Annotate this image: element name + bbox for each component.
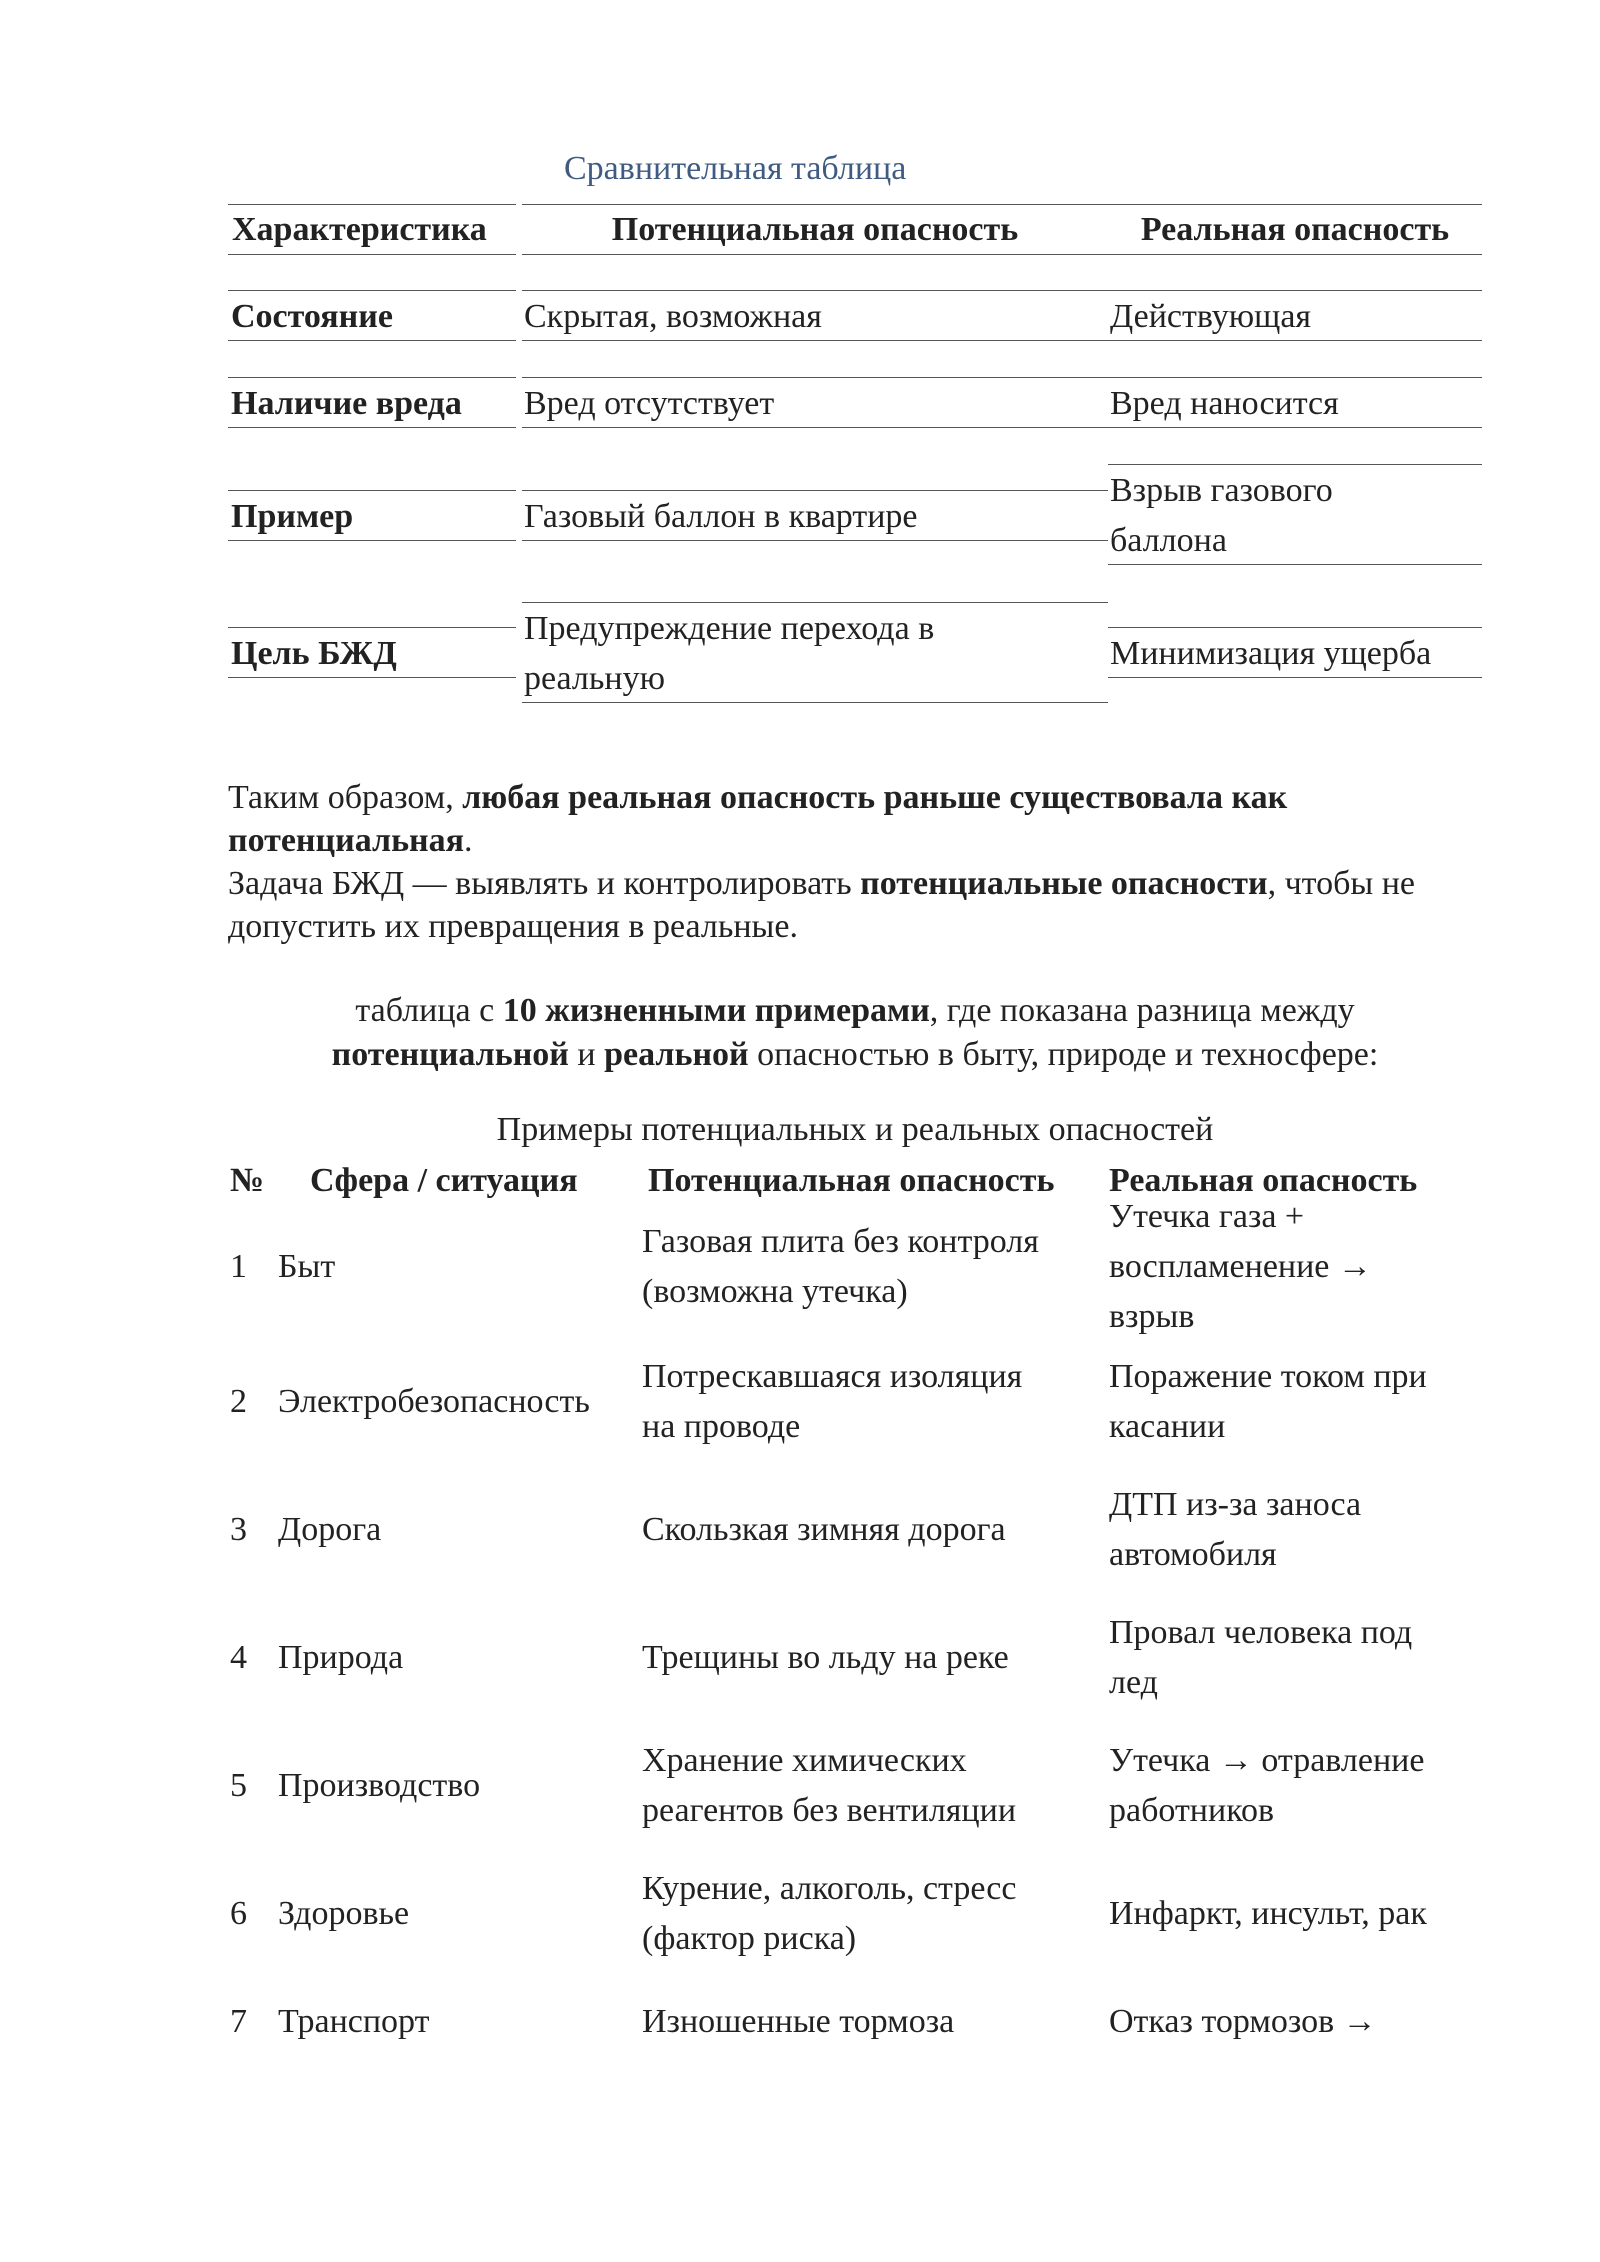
row-number: [230, 1480, 247, 1580]
row-real-line: лед: [1109, 1664, 1158, 1701]
intro-bold: реальной: [604, 1036, 749, 1073]
row-example-potential: Газовый баллон в квартире: [524, 498, 918, 535]
row-number: [230, 1192, 247, 1342]
row-example-label: Пример: [231, 498, 354, 535]
table1-caption: Сравнительная таблица: [564, 150, 907, 187]
row-potential-line: реагентов без вентиляции: [642, 1792, 1017, 1829]
row-real: [1109, 1608, 1489, 1708]
comparison-table: [228, 200, 1482, 720]
row-state-label: Состояние: [231, 298, 393, 335]
header-real: Реальная опасность: [1109, 1162, 1418, 1199]
row-real-line: Отказ тормозов →: [1109, 2003, 1377, 2040]
header-sphere: Сфера / ситуация: [310, 1162, 578, 1199]
header-characteristic: Характеристика: [232, 211, 487, 248]
row-real-line: воспламенение →: [1109, 1248, 1372, 1285]
row-goal-label: Цель БЖД: [231, 635, 397, 672]
rule: [522, 377, 1108, 378]
para1-text: Таким образом,: [228, 779, 463, 816]
row-example-real-line2: баллона: [1110, 522, 1227, 559]
row-number-line: 2: [230, 1383, 247, 1420]
row-sphere: [278, 1480, 381, 1580]
row-real-line: Утечка газа +: [1109, 1198, 1305, 1235]
intro-bold: потенциальной: [331, 1036, 569, 1073]
rule: [1108, 377, 1482, 378]
row-harm-real: Вред наносится: [1110, 385, 1339, 422]
row-real: [1109, 1192, 1489, 1342]
para1-bold: любая реальная опасность раньше существовала как потенциальная: [228, 779, 1288, 859]
row-number-line: 7: [230, 2003, 247, 2040]
rule: [228, 290, 516, 291]
row-potential-line: Хранение химических: [642, 1742, 967, 1779]
row-potential-line: Газовая плита без контроля: [642, 1223, 1039, 1260]
intro-text: таблица с: [355, 992, 503, 1029]
row-number-line: 5: [230, 1767, 247, 1804]
row-sphere: [278, 1864, 409, 1964]
row-state-potential: Скрытая, возможная: [524, 298, 822, 335]
rule: [228, 627, 516, 628]
rule: [522, 490, 1108, 491]
rule: [228, 340, 516, 341]
row-real-line: автомобиля: [1109, 1536, 1277, 1573]
row-potential: [642, 1736, 1092, 1836]
para1-end: .: [464, 822, 473, 859]
row-number: [230, 1864, 247, 1964]
row-real: [1109, 1352, 1489, 1452]
row-sphere-line: Здоровье: [278, 1895, 410, 1932]
row-real-line: Поражение током при: [1109, 1358, 1427, 1395]
table-row: [228, 1736, 1488, 1836]
row-real: [1109, 1480, 1489, 1580]
table-row: [228, 1192, 1488, 1342]
row-potential-line: (фактор риска): [642, 1920, 857, 1957]
header-real: Реальная опасность: [1140, 211, 1450, 248]
rule: [228, 540, 516, 541]
row-harm-label: Наличие вреда: [231, 385, 462, 422]
table2-caption: Примеры потенциальных и реальных опасностей: [496, 1111, 1214, 1148]
row-number-line: 4: [230, 1639, 247, 1676]
intro-line1: [228, 989, 1482, 1033]
rule: [522, 540, 1108, 541]
row-goal-potential-line1: Предупреждение перехода в: [524, 610, 935, 647]
row-sphere-line: Производство: [278, 1767, 481, 1804]
rule: [522, 254, 1108, 255]
para2-end: , чтобы не допустить их превращения в реальные.: [228, 865, 1416, 945]
row-potential: [642, 1992, 1092, 2052]
row-sphere: [278, 1608, 403, 1708]
intro-text: и: [568, 1036, 605, 1073]
row-number: [230, 1992, 247, 2052]
table-row: [228, 1352, 1488, 1452]
row-real-line: работников: [1109, 1792, 1275, 1829]
row-goal-real: Минимизация ущерба: [1110, 635, 1432, 672]
row-state-real: Действующая: [1110, 298, 1312, 335]
intro-bold: 10 жизненными примерами: [502, 992, 930, 1029]
header-number: №: [230, 1162, 265, 1199]
rule: [522, 602, 1108, 603]
rule: [1108, 290, 1482, 291]
summary-paragraph: [228, 776, 1478, 862]
row-real-line: Инфаркт, инсульт, рак: [1109, 1895, 1427, 1932]
row-potential-line: Потрескавшаяся изоляция: [642, 1358, 1023, 1395]
row-potential-line: Курение, алкоголь, стресс: [642, 1870, 1017, 1907]
header-potential: Потенциальная опасность: [611, 211, 1019, 248]
rule: [1108, 340, 1482, 341]
row-sphere-line: Дорога: [278, 1511, 382, 1548]
rule: [228, 377, 516, 378]
row-number-line: 1: [230, 1248, 247, 1285]
rule: [228, 490, 516, 491]
intro-text: , где показана разница между: [929, 992, 1355, 1029]
row-real-line: Утечка → отравление: [1109, 1742, 1425, 1779]
row-potential-line: (возможна утечка): [642, 1273, 908, 1310]
rule: [522, 340, 1108, 341]
row-example-real-line1: Взрыв газового: [1110, 472, 1333, 509]
row-potential: [642, 1192, 1092, 1342]
row-real-line: Провал человека под: [1109, 1614, 1413, 1651]
row-potential-line: на проводе: [642, 1408, 801, 1445]
rule: [522, 427, 1108, 428]
row-sphere-line: Природа: [278, 1639, 404, 1676]
table-row: [228, 1480, 1488, 1580]
para2-text: Задача БЖД — выявлять и контролировать: [228, 865, 861, 902]
row-number: [230, 1608, 247, 1708]
row-number: [230, 1736, 247, 1836]
table-row: [228, 1864, 1488, 1964]
row-number: [230, 1352, 247, 1452]
row-real-line: касании: [1109, 1408, 1226, 1445]
row-sphere-line: Транспорт: [278, 2003, 430, 2040]
examples-table: [228, 1162, 1488, 2040]
table-row: [228, 1608, 1488, 1708]
rule: [228, 254, 516, 255]
row-sphere: [278, 1736, 480, 1836]
row-sphere: [278, 1352, 590, 1452]
table-row: [228, 1992, 1488, 2052]
row-potential-line: Изношенные тормоза: [642, 2003, 955, 2040]
rule: [1108, 677, 1482, 678]
rule: [1108, 627, 1482, 628]
rule: [1108, 254, 1482, 255]
row-real: [1109, 1992, 1489, 2052]
task-paragraph: [228, 862, 1478, 948]
row-sphere-line: Быт: [278, 1248, 336, 1285]
row-real-line: ДТП из-за заноса: [1109, 1486, 1362, 1523]
row-sphere: [278, 1992, 429, 2052]
rule: [1108, 564, 1482, 565]
intro-line2: [228, 1033, 1482, 1077]
row-real: [1109, 1864, 1489, 1964]
row-potential: [642, 1352, 1092, 1452]
rule: [522, 290, 1108, 291]
row-potential: [642, 1480, 1092, 1580]
row-sphere: [278, 1192, 335, 1342]
rule: [522, 702, 1108, 703]
row-potential-line: Скользкая зимняя дорога: [642, 1511, 1006, 1548]
row-real: [1109, 1736, 1489, 1836]
rule: [228, 677, 516, 678]
rule: [1108, 427, 1482, 428]
row-number-line: 3: [230, 1511, 247, 1548]
header-potential: Потенциальная опасность: [648, 1162, 1055, 1199]
row-harm-potential: Вред отсутствует: [524, 385, 775, 422]
row-goal-potential-line2: реальную: [524, 660, 665, 697]
row-potential-line: Трещины во льду на реке: [642, 1639, 1009, 1676]
row-number-line: 6: [230, 1895, 247, 1932]
row-potential: [642, 1608, 1092, 1708]
row-sphere-line: Электробезопасность: [278, 1383, 590, 1420]
row-real-line: взрыв: [1109, 1298, 1195, 1335]
para2-bold: потенциальные опасности: [860, 865, 1268, 902]
rule: [1108, 464, 1482, 465]
intro-text: опасностью в быту, природе и техносфере:: [748, 1036, 1379, 1073]
rule: [228, 427, 516, 428]
row-potential: [642, 1864, 1092, 1964]
